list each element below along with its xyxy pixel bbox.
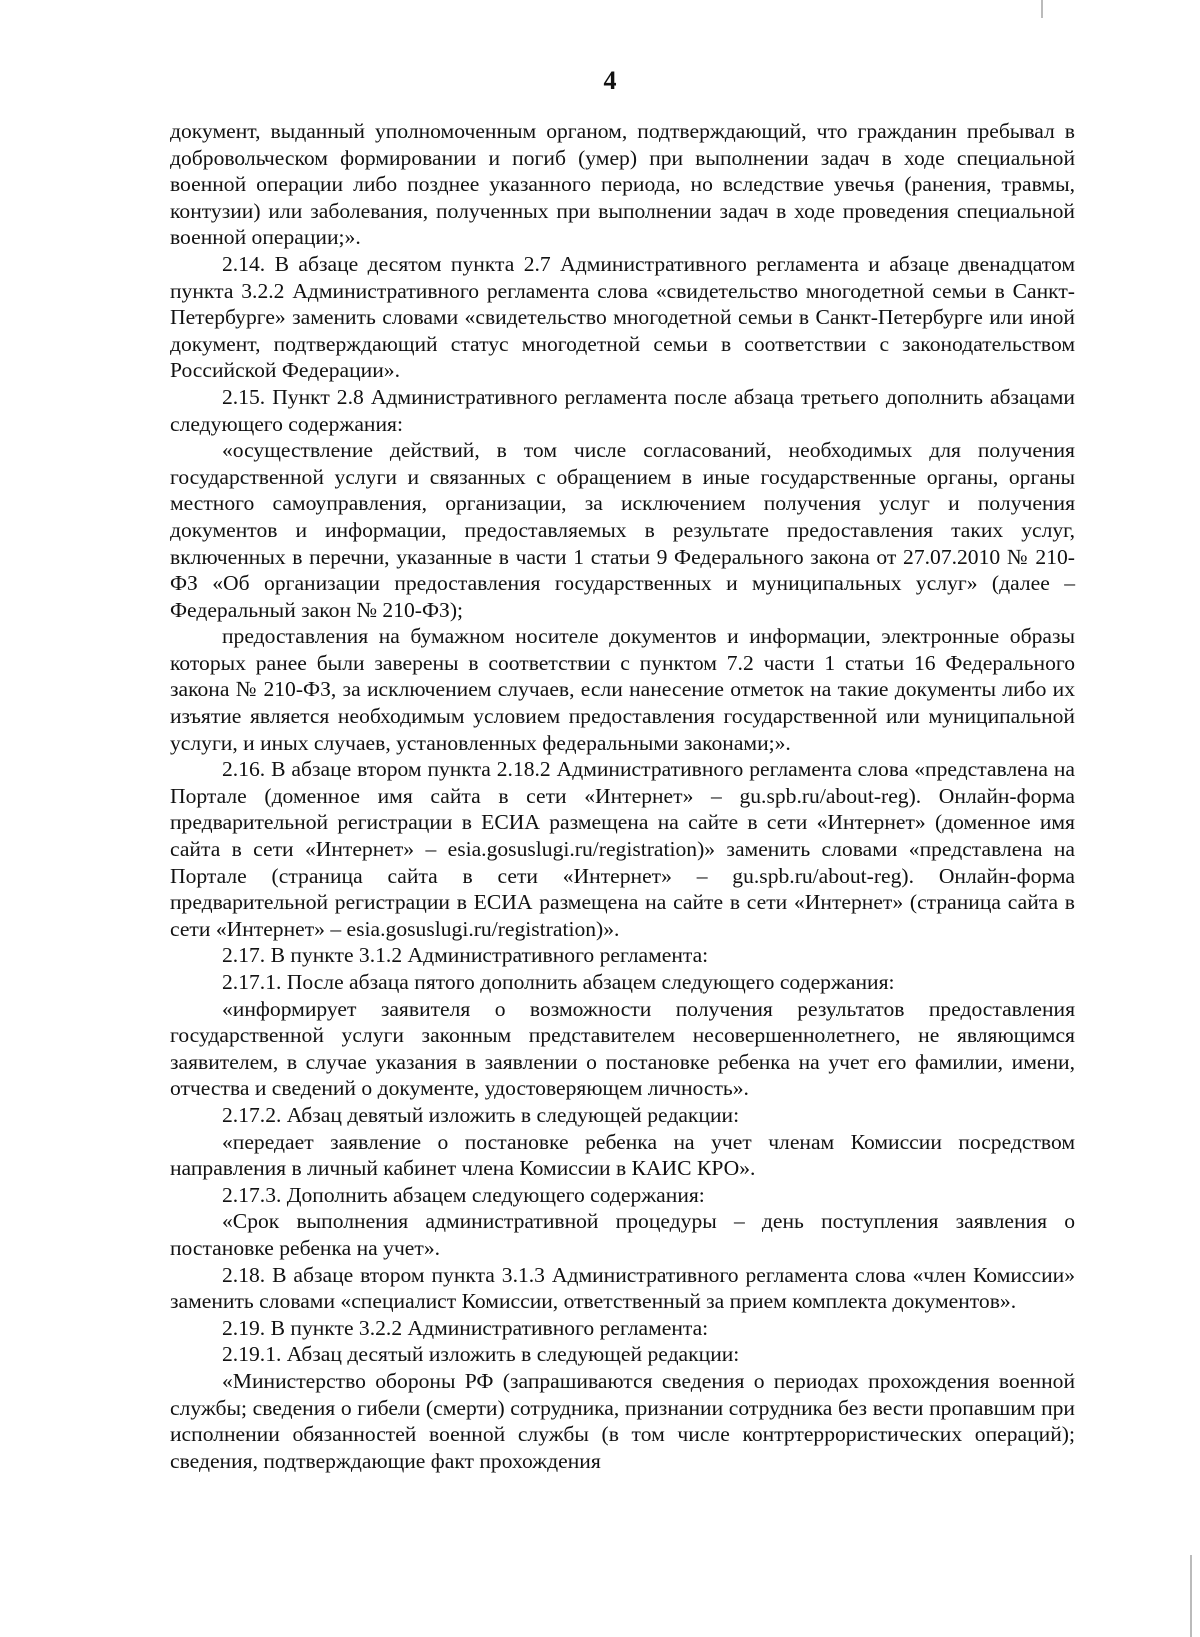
page-number: 4 [603, 66, 617, 95]
paragraph-2-17-1: 2.17.1. После абзаца пятого дополнить абзацем следующего содержания: [222, 970, 895, 994]
document-body [170, 118, 1075, 1474]
paragraph-2-15-quote-2: предоставления на бумажном носителе документов и информации, электронные образы которых ранее были заверены в соответствии с пунктом 7.2 части 1 статьи 16 Федерального закона № 210-ФЗ, за исключением случаев, если нанесение отметок на такие документы либо их изъятие является необходимым условием предоставления государственной или муниципальной услуги, и иных случаев, установленных федеральными законами;». [170, 624, 1075, 755]
scan-edge-mark-bottom [1190, 1555, 1192, 1637]
paragraph-2-17-2-quote: «передает заявление о постановке ребенка на учет членам Комиссии посредством направления в личный кабинет члена Комиссии в КАИС КРО». [170, 1129, 1075, 1181]
paragraph-2-17-3: 2.17.3. Дополнить абзацем следующего содержания: [222, 1182, 705, 1207]
paragraph-2-19: 2.19. В пункте 3.2.2 Административного регламента: [222, 1315, 709, 1340]
paragraph-2-19-1: 2.19.1. Абзац десятый изложить в следующей редакции: [222, 1342, 740, 1367]
paragraph-2-17-3-quote: «Срок выполнения административной процедуры – день поступления заявления о постановке ребенка на учет». [170, 1209, 1075, 1260]
paragraph-2-19-1-quote: «Министерство обороны РФ (запрашиваются сведения о периодах прохождения военной службы; сведения о гибели (смерти) сотрудника, признании сотрудника без вести пропавшим при исполнении обязанностей военной службы (в том числе контртеррористических операций); сведения, подтверждающие факт прохождения [170, 1368, 1075, 1473]
paragraph-2-14: 2.14. В абзаце десятом пункта 2.7 Административного регламента и абзаце двенадцатом пункта 3.2.2 Административного регламента слова «свидетельство многодетной семьи в Санкт-Петербурге» заменить словами «свидетельство многодетной семьи в Санкт-Петербурге или иной документ, подтверждающий статус многодетной семьи в соответствии с законодательством Российской Федерации». [170, 251, 1075, 383]
paragraph-2-15: 2.15. Пункт 2.8 Административного регламента после абзаца третьего дополнить абзацами следующего содержания: [170, 384, 1075, 436]
paragraph-2-17-2: 2.17.2. Абзац девятый изложить в следующей редакции: [222, 1102, 740, 1127]
paragraph-2-16: 2.16. В абзаце втором пункта 2.18.2 Административного регламента слова «представлена на Портале (доменное имя сайта в сети «Интернет» – gu.spb.ru/about-reg). Онлайн-форма предварительной регистрации в ЕСИА размещена на сайте в сети «Интернет» (доменное имя сайта в сети «Интернет» – esia.gosuslugi.ru/registration)» заменить словами «представлена на Портале (страница сайта в сети «Интернет» – gu.spb.ru/about-reg). Онлайн-форма предварительной регистрации в ЕСИА размещена на сайте в сети «Интернет» (страница сайта в сети «Интернет» – esia.gosuslugi.ru/registration)». [170, 757, 1075, 941]
paragraph-continuation: документ, выданный уполномоченным органом, подтверждающий, что гражданин пребывал в добровольческом формировании и погиб (умер) при выполнении задач в ходе специальной военной операции либо позднее указанного периода, но вследствие увечья (ранения, травмы, контузии) или заболевания, полученных при выполнении задач в ходе проведения специальной военной операции;». [170, 119, 1075, 250]
paragraph-2-15-quote-1: «осуществление действий, в том числе согласований, необходимых для получения государственной услуги и связанных с обращением в иные государственные органы, органы местного самоуправления, организации, за исключением получения услуг и получения документов и информации, предоставляемых в результате предоставления таких услуг, включенных в перечни, указанные в части 1 статьи 9 Федерального закона от 27.07.2010 № 210-ФЗ «Об организации предоставления государственных и муниципальных услуг» (далее – Федеральный закон № 210-ФЗ); [170, 438, 1075, 622]
paragraph-2-17: 2.17. В пункте 3.1.2 Административного регламента: [222, 943, 709, 968]
paragraph-2-17-1-quote: «информирует заявителя о возможности получения результатов предоставления государственной услуги законным представителем несовершеннолетнего, не являющимся заявителем, в случае указания в заявлении о постановке ребенка на учет его фамилии, имени, отчества и сведений о документе, удостоверяющем личность». [170, 996, 1075, 1101]
scan-edge-mark-top [1041, 0, 1043, 18]
paragraph-2-18: 2.18. В абзаце втором пункта 3.1.3 Административного регламента слова «член Комиссии» заменить словами «специалист Комиссии, ответственный за прием комплекта документов». [170, 1262, 1075, 1314]
